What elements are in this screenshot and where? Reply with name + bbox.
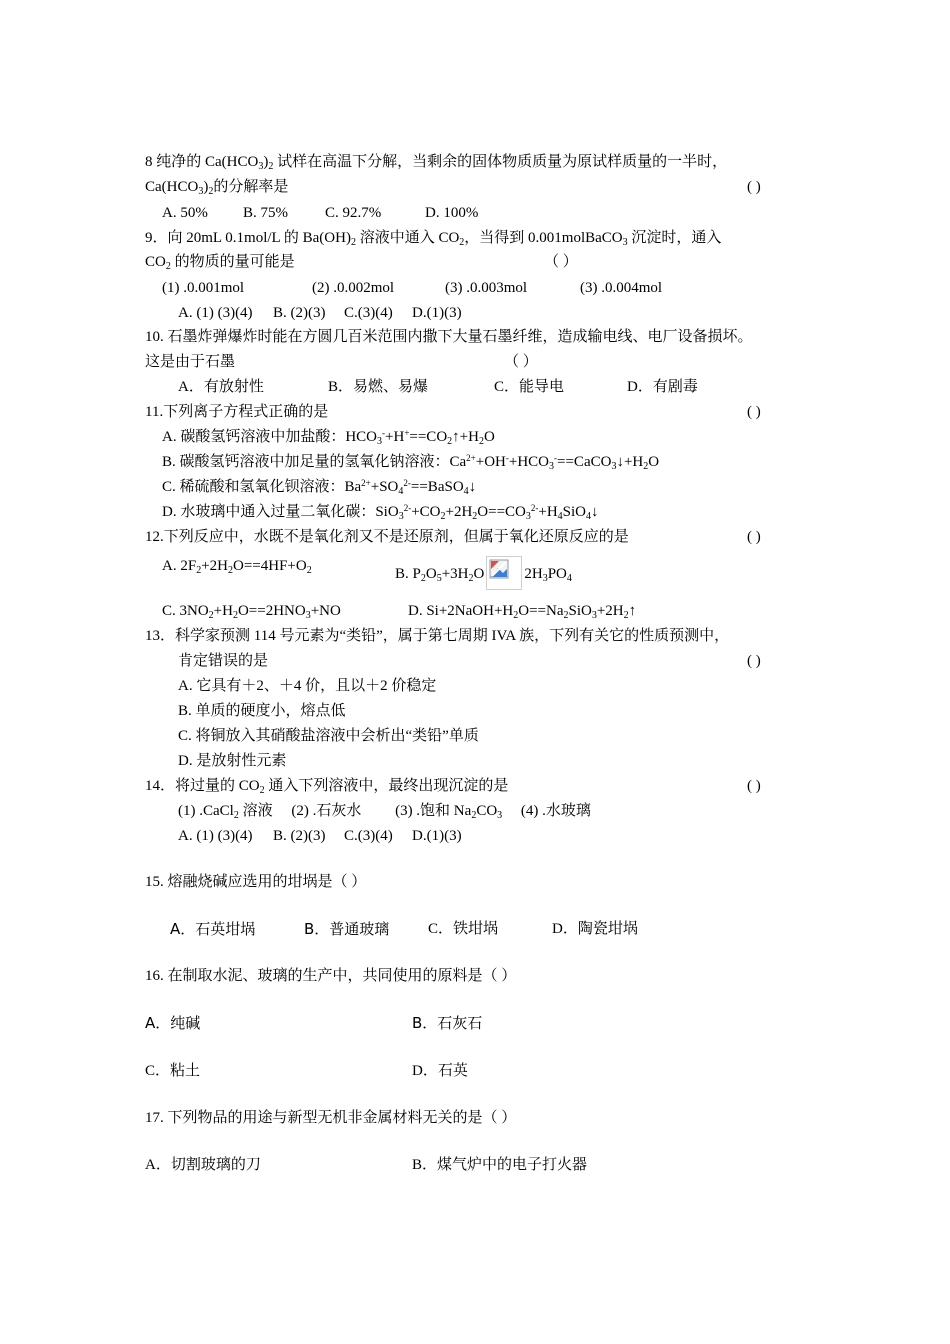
q16-option-b: B．石灰石 xyxy=(412,1014,483,1032)
q14-option-d: D.(1)(3) xyxy=(412,828,462,844)
q11-stem: 11.下列离子方程式正确的是 xyxy=(145,404,329,420)
q12-option-b-product: $2H_3PO_4$ xyxy=(524,566,572,584)
q15-stem: 15. 熔融烧碱应选用的坩埚是（ ） xyxy=(145,874,367,890)
q12-option-a: A. $2F_2+2H_2O==4HF+O_2$ xyxy=(162,558,312,576)
q16-stem: 16. 在制取水泥、玻璃的生产中，共同使用的原料是（ ） xyxy=(145,968,517,984)
q13-answer-paren: ( ) xyxy=(747,653,761,669)
q9-option-c: C.(3)(4) xyxy=(344,305,393,321)
q15-option-d: D．陶瓷坩埚 xyxy=(552,921,638,937)
q13-stem-line1: 13．科学家预测 114 号元素为“类铅”，属于第七周期 IVA 族，下列有关它的性质预测中， xyxy=(145,628,730,644)
q11-option-b: B. 碳酸氢钙溶液中加足量的氢氧化钠溶液：$Ca^{2+}+OH^-+HCO_3^-==CaCO_3↓+H_2O$ xyxy=(162,453,660,472)
q15-option-a: A．石英坩埚 xyxy=(170,920,256,938)
q10-answer-paren: （ ） xyxy=(504,354,538,370)
q8-option-a: A. 50% xyxy=(162,205,208,221)
q13-stem-line2: 肯定错误的是 xyxy=(178,653,269,669)
q8-stem-line2: $Ca(HCO_3)_2$的分解率是 xyxy=(145,179,289,197)
q10-option-d: D．有剧毒 xyxy=(627,379,698,395)
q12-option-c: C. $3NO_2+H_2O==2HNO_3+NO$ xyxy=(162,603,341,621)
q11-answer-paren: ( ) xyxy=(747,404,761,420)
q8-stem-line1: 8 纯净的 $Ca(HCO_3)_2$ 试样在高温下分解，当剩余的固体物质质量为原试样质量的一半时， xyxy=(145,154,728,172)
q12-answer-paren: ( ) xyxy=(747,529,761,545)
q9-answer-paren: （ ） xyxy=(544,254,578,270)
broken-image-icon xyxy=(486,556,522,590)
q11-option-a: A. 碳酸氢钙溶液中加盐酸：$HCO_3^-+H^+==CO_2↑+H_2O$ xyxy=(162,428,495,447)
q16-option-c: C．粘土 xyxy=(145,1063,201,1079)
q13-option-c: C. 将铜放入其硝酸盐溶液中会析出“类铅”单质 xyxy=(178,728,479,744)
q14-option-a: A. (1) (3)(4) xyxy=(178,828,253,844)
q10-option-b: B．易燃、易爆 xyxy=(328,379,429,395)
q10-stem-line2: 这是由于石墨 xyxy=(145,354,236,370)
q9-option-a: A. (1) (3)(4) xyxy=(178,305,253,321)
q10-option-c: C．能导电 xyxy=(494,379,565,395)
q10-stem-line1: 10. 石墨炸弹爆炸时能在方圆几百米范围内撒下大量石墨纤维，造成输电线、电厂设备损坏。 xyxy=(145,329,753,345)
q17-option-b: B．煤气炉中的电子打火器 xyxy=(412,1157,588,1173)
q8-answer-paren: ( ) xyxy=(747,179,761,195)
q11-option-d: D. 水玻璃中通入过量二氧化碳：$SiO_3^{2-}+CO_2+2H_2O==CO_3^{2-}+H_4SiO_4↓$ xyxy=(162,503,599,522)
q14-items: (1) .CaCl$_2$ 溶液 (2) .石灰水 (3) .饱和 $Na_2CO_3$ (4) .水玻璃 xyxy=(178,803,591,821)
q9-item-3: (3) .0.003mol xyxy=(445,280,528,296)
q15-option-c: C．铁坩埚 xyxy=(428,921,499,937)
q9-item-2: (2) .0.002mol xyxy=(312,280,395,296)
q9-option-b: B. (2)(3) xyxy=(273,305,326,321)
q14-answer-paren: ( ) xyxy=(747,778,761,794)
q14-option-b: B. (2)(3) xyxy=(273,828,326,844)
q14-stem: 14．将过量的 $CO_2$ 通入下列溶液中，最终出现沉淀的是 xyxy=(145,778,509,796)
q15-option-b: B．普通玻璃 xyxy=(304,920,390,938)
q9-stem-line1: 9．向 20mL 0.1mol/L 的 $Ba(OH)_2$ 溶液中通入 $CO_2$，当得到 0.001molBaCO$_3$ 沉淀时，通入 xyxy=(145,230,722,248)
q13-option-a: A. 它具有＋2、＋4 价，且以＋2 价稳定 xyxy=(178,678,437,694)
q16-option-a: A．纯碱 xyxy=(145,1014,201,1032)
q12-stem: 12.下列反应中，水既不是氧化剂又不是还原剂，但属于氧化还原反应的是 xyxy=(145,529,629,545)
q13-option-d: D. 是放射性元素 xyxy=(178,753,287,769)
q17-option-a: A．切割玻璃的刀 xyxy=(145,1157,261,1173)
q9-item-1: (1) .0.001mol xyxy=(162,280,245,296)
q8-option-d: D. 100% xyxy=(425,205,479,221)
q9-stem-line2: $CO_2$ 的物质的量可能是 xyxy=(145,254,295,272)
q8-option-c: C. 92.7% xyxy=(325,205,382,221)
q13-option-b: B. 单质的硬度小，熔点低 xyxy=(178,703,346,719)
q12-option-d: D. $Si+2NaOH+H_2O==Na_2SiO_3+2H_2↑$ xyxy=(408,603,637,621)
q9-item-4: (3) .0.004mol xyxy=(580,280,663,296)
q12-option-b xyxy=(395,556,572,590)
q16-option-d: D．石英 xyxy=(412,1063,468,1079)
q17-stem: 17. 下列物品的用途与新型无机非金属材料无关的是（ ） xyxy=(145,1110,517,1126)
q14-option-c: C.(3)(4) xyxy=(344,828,393,844)
q12-option-b-reactants: B. $P_2O_5+3H_2O$ xyxy=(395,566,485,584)
q10-option-a: A．有放射性 xyxy=(178,379,264,395)
q11-option-c: C. 稀硫酸和氢氧化钡溶液：$Ba^{2+}+SO_4^{2-}==BaSO_4↓$ xyxy=(162,478,477,497)
q9-option-d: D.(1)(3) xyxy=(412,305,462,321)
q8-option-b: B. 75% xyxy=(243,205,288,221)
